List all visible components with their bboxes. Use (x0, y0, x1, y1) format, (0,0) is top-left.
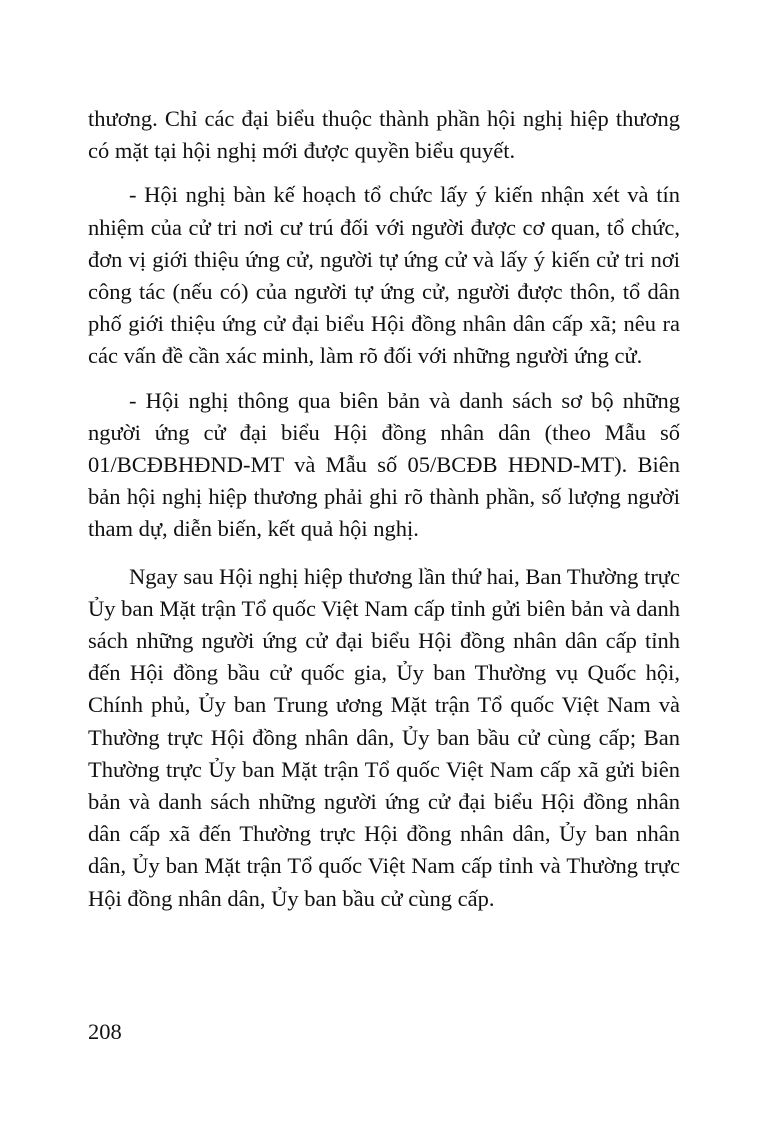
page-number: 208 (88, 1019, 122, 1044)
paragraph-bullet-minutes: - Hội nghị thông qua biên bản và danh sách sơ bộ những người ứng cử đại biểu Hội đồng nhân dân (theo Mẫu số 01/BCĐBHĐND-MT và Mẫu số 05/BCĐB HĐND-MT). Biên bản hội nghị hiệp thương phải ghi rõ thành phần, số lượng người tham dự, diễn biến, kết quả hội nghị. (88, 387, 680, 542)
paragraph-gap (88, 546, 680, 561)
paragraph-gap (88, 167, 680, 179)
paragraph-continuation: thương. Chỉ các đại biểu thuộc thành phần hội nghị hiệp thương có mặt tại hội nghị mới được quyền biểu quyết. (88, 106, 680, 164)
paragraph-bullet-plan: - Hội nghị bàn kế hoạch tổ chức lấy ý kiến nhận xét và tín nhiệm của cử tri nơi cư trú đối với người được cơ quan, tổ chức, đơn vị giới thiệu ứng cử, người tự ứng cử và lấy ý kiến cử tri nơi công tác (nếu có) của người tự ứng cử, người được thôn, tổ dân phố giới thiệu ứng cử đại biểu Hội đồng nhân dân cấp xã; nêu ra các vấn đề cần xác minh, làm rõ đối với những người ứng cử. (88, 182, 680, 369)
paragraph-after-conference: Ngay sau Hội nghị hiệp thương lần thứ hai, Ban Thường trực Ủy ban Mặt trận Tổ quốc Việt Nam cấp tỉnh gửi biên bản và danh sách những người ứng cử đại biểu Hội đồng nhân dân cấp tỉnh đến Hội đồng bầu cử quốc gia, Ủy ban Thường vụ Quốc hội, Chính phủ, Ủy ban Trung ương Mặt trận Tổ quốc Việt Nam và Thường trực Hội đồng nhân dân, Ủy ban bầu cử cùng cấp; Ban Thường trực Ủy ban Mặt trận Tổ quốc Việt Nam cấp xã gửi biên bản và danh sách những người ứng cử đại biểu Hội đồng nhân dân cấp xã đến Thường trực Hội đồng nhân dân, Ủy ban nhân dân, Ủy ban Mặt trận Tổ quốc Việt Nam cấp tỉnh và Thường trực Hội đồng nhân dân, Ủy ban bầu cử cùng cấp. (88, 563, 680, 911)
document-page (88, 103, 680, 915)
paragraph-gap (88, 373, 680, 385)
